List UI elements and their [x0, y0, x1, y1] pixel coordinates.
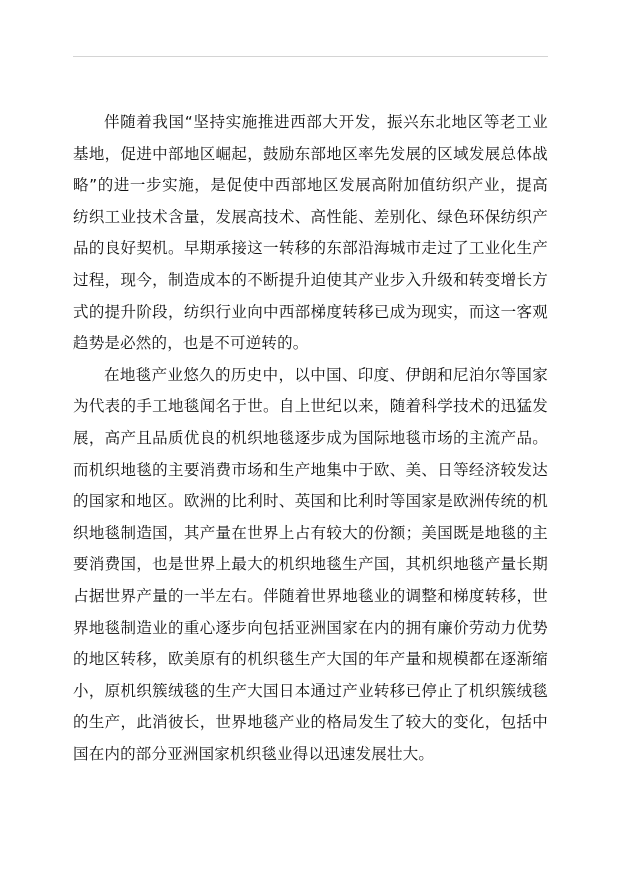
paragraph-textile-transfer: 伴随着我国“坚持实施推进西部大开发，振兴东北地区等老工业基地，促进中部地区崛起，鼓励东部地区率先发展的区域发展总体战略”的进一步实施，是促使中西部地区发展高附加值纺织产业，提高纺织工业技术含量，发展高技术、高性能、差别化、绿色环保纺织产品的良好契机。早期承接这一转移的东部沿海城市走过了工业化生产过程，现今，制造成本的不断提升迫使其产业步入升级和转变增长方式的提升阶段，纺织行业向中西部梯度转移已成为现实，而这一客观趋势是必然的，也是不可逆转的。 — [73, 113, 548, 353]
body-text — [73, 107, 548, 770]
header-rule — [73, 56, 548, 57]
paragraph-carpet-industry: 在地毯产业悠久的历史中，以中国、印度、伊朗和尼泊尔等国家为代表的手工地毯闻名于世。自上世纪以来，随着科学技术的迅猛发展，高产且品质优良的机织地毯逐步成为国际地毯市场的主流产品。而机织地毯的主要消费市场和生产地集中于欧、美、日等经济较发达的国家和地区。欧洲的比利时、英国和比利时等国家是欧洲传统的机织地毯制造国，其产量在世界上占有较大的份额；美国既是地毯的主要消费国，也是世界上最大的机织地毯生产国，其机织地毯产量长期占据世界产量的一半左右。伴随着世界地毯业的调整和梯度转移，世界地毯制造业的重心逐步向包括亚洲国家在内的拥有廉价劳动力优势的地区转移，欧美原有的机织毯生产大国的年产量和规模都在逐渐缩小，原机织簇绒毯的生产大国日本通过产业转移已停止了机织簇绒毯的生产，此消彼长，世界地毯产业的格局发生了较大的变化，包括中国在内的部分亚洲国家机织毯业得以迅速发展壮大。 — [73, 365, 548, 763]
